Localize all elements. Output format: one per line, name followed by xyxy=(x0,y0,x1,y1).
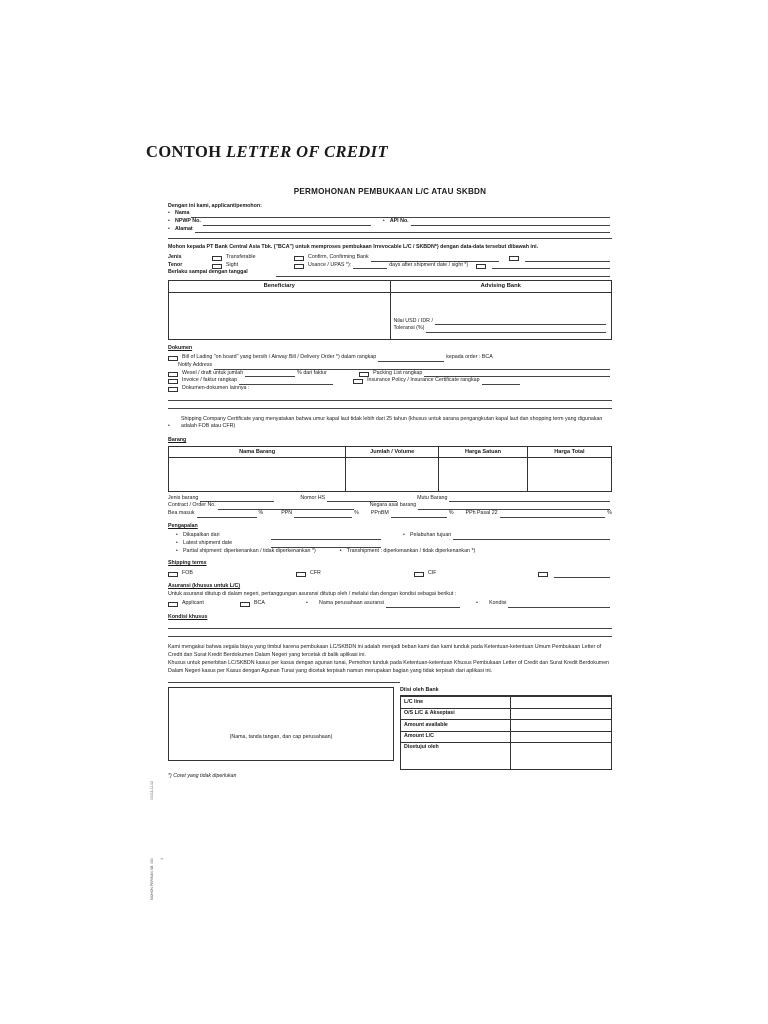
dokumen-section xyxy=(168,345,612,431)
row-contract-negara xyxy=(168,502,612,510)
row-dikapalkan xyxy=(168,532,612,540)
page-title-italic: LETTER OF CREDIT xyxy=(225,142,388,161)
table-row xyxy=(401,697,612,709)
checkbox-dokumen-lainnya[interactable] xyxy=(168,387,178,392)
dokumen-item-invoice xyxy=(168,377,612,385)
cell-harga-total[interactable] xyxy=(527,457,611,491)
pct-2: % xyxy=(354,510,359,516)
table-row xyxy=(401,731,612,743)
checkbox-confirm[interactable] xyxy=(294,256,304,261)
api-input[interactable] xyxy=(411,219,610,226)
nilai-input[interactable] xyxy=(435,318,606,325)
row-partial-transhipment xyxy=(168,548,612,556)
checkbox-packing-list[interactable] xyxy=(359,372,369,377)
beneficiary-table xyxy=(168,280,612,339)
row-label-os-lc: O/S L/C & Akseptasi xyxy=(401,708,511,720)
shipping-terms-label: Shipping terms xyxy=(168,560,207,567)
asuransi-section xyxy=(168,583,612,608)
form-title: PERMOHONAN PEMBUKAAN L/C ATAU SKBDN xyxy=(293,187,487,196)
nomor-hs-label: Nomor HS xyxy=(300,494,326,501)
usance-label: Usance / UPAS *): xyxy=(308,261,352,268)
checkbox-fob[interactable] xyxy=(168,572,178,577)
jenis-barang-input[interactable] xyxy=(200,495,274,502)
tenor-label: Tenor xyxy=(168,261,183,268)
contract-input[interactable] xyxy=(218,503,354,510)
bullet-icon xyxy=(403,532,410,540)
usance-tail: days after shipment date / sight *) xyxy=(389,261,469,268)
table-row xyxy=(401,720,612,732)
pct-1: % xyxy=(258,510,264,516)
row-value-disetujui[interactable] xyxy=(510,743,611,770)
ppnbm-input[interactable] xyxy=(391,511,447,518)
latest-shipment-input[interactable] xyxy=(271,541,381,548)
row-berlaku xyxy=(168,269,612,277)
field-nama xyxy=(168,210,612,218)
legal-paragraph-1: Kami mengakui bahwa segala biaya yang timbul karena pembukaan LC/SKBDN ini adalah menjadi beban kami dan kami tunduk pada Ketentuan-ketentuan Umum Pembukaan Letter of Credit dan Surat Kredit Berdokumen Dalam Negeri yang tercetak di balik aplikasi ini. xyxy=(168,644,602,659)
footer-boxes xyxy=(168,687,612,770)
request-section xyxy=(168,244,612,280)
checkbox-shipping-other[interactable] xyxy=(538,572,548,577)
row-label-disetujui: Disetujui oleh xyxy=(401,743,511,770)
alamat-label: Alamat xyxy=(175,225,193,232)
bullet-icon xyxy=(168,210,175,218)
barang-section-label: Barang xyxy=(168,436,187,443)
transferable-label: Transferable xyxy=(226,254,256,261)
bea-masuk-input[interactable] xyxy=(197,511,257,518)
pct-4: % xyxy=(607,510,612,516)
cell-jumlah-volume[interactable] xyxy=(346,457,439,491)
sight-label: Sight xyxy=(226,261,239,268)
bullet-icon xyxy=(176,532,183,540)
packing-input[interactable] xyxy=(424,370,610,377)
margin-text-stamp: MOHON PERIKAN SB. 080 xyxy=(150,858,154,900)
shipping-other-input[interactable] xyxy=(554,571,610,578)
dokumen-item-notify xyxy=(168,362,612,370)
bullet-icon xyxy=(176,548,183,556)
bl-tail: kepada order : BCA xyxy=(446,354,493,361)
row-jenis-hs-mutu xyxy=(168,495,612,503)
applicant-section xyxy=(168,203,612,240)
table-header-row xyxy=(169,446,612,457)
dokumen-item-bl xyxy=(168,354,612,362)
fob-label: FOB xyxy=(182,570,193,577)
table-row xyxy=(169,457,612,491)
pelabuhan-label: Pelabuhan tujuan xyxy=(410,532,452,539)
row-label-lc-line: L/C line xyxy=(401,697,511,709)
nama-input[interactable] xyxy=(191,211,610,218)
bullet-icon xyxy=(168,226,175,234)
mutu-barang-label: Mutu Barang xyxy=(417,494,448,501)
pph-input[interactable] xyxy=(500,511,606,518)
kondisi-khusus-line-1[interactable] xyxy=(168,628,612,629)
kondisi-khusus-line-2[interactable] xyxy=(168,636,612,637)
row-value-amount-lc[interactable] xyxy=(510,731,611,743)
page-title xyxy=(146,142,388,162)
bea-masuk-label: Bea masuk xyxy=(168,510,195,516)
pct-3: % xyxy=(448,510,454,516)
invoice-input[interactable] xyxy=(239,378,333,385)
nama-label: Nama xyxy=(175,210,190,217)
row-value-lc-line[interactable] xyxy=(510,697,611,709)
field-nilai xyxy=(394,318,609,326)
jenis-label: Jenis xyxy=(168,254,182,261)
lainnya-line-2[interactable] xyxy=(168,408,612,409)
transhipment-label[interactable]: Transhipment : diperkenankan / tidak diperkenankan *) xyxy=(346,547,476,554)
jenis-other-input[interactable] xyxy=(525,255,610,262)
negara-input[interactable] xyxy=(418,503,610,510)
beneficiary-header: Beneficiary xyxy=(169,281,391,292)
bullet-icon xyxy=(383,218,390,226)
nama-perusahaan-label: Nama perusahaan asuransi xyxy=(319,600,385,607)
toleransi-input[interactable] xyxy=(426,326,606,333)
checkbox-invoice[interactable] xyxy=(168,379,178,384)
kondisi-khusus-label: Kondisi khusus xyxy=(168,613,208,620)
checkbox-bill-of-lading[interactable] xyxy=(168,356,178,361)
dokumen-item-lainnya xyxy=(168,385,612,393)
bullet-icon xyxy=(340,548,347,556)
shipping-terms-section xyxy=(168,560,612,577)
cell-harga-satuan[interactable] xyxy=(439,457,528,491)
divider xyxy=(168,238,612,239)
cell-nama-barang[interactable] xyxy=(169,457,346,491)
kondisi-input[interactable] xyxy=(508,601,610,608)
bullet-icon xyxy=(168,423,175,431)
checkbox-wesel[interactable] xyxy=(168,372,178,377)
col-harga-total: Harga Total xyxy=(527,446,611,457)
api-label: API No. xyxy=(389,218,409,225)
shipping-terms-options xyxy=(168,570,612,578)
signature-caption: (Nama, tanda tangan, dan cap perusahaan) xyxy=(229,734,333,741)
pelabuhan-input[interactable] xyxy=(453,533,610,540)
advising-bank-cell[interactable] xyxy=(390,292,612,339)
kondisi-label: Kondisi xyxy=(489,600,507,607)
ppn-input[interactable] xyxy=(294,511,352,518)
wesel-label: Wesel / draft untuk jumlah xyxy=(182,369,244,376)
pph-label: PPh Pasal 22 xyxy=(465,510,498,516)
field-npwp-api xyxy=(168,218,612,226)
bl-rangkap-input[interactable] xyxy=(378,355,444,362)
col-nama-barang: Nama Barang xyxy=(169,446,346,457)
jenis-barang-label: Jenis barang xyxy=(168,494,199,501)
nama-perusahaan-input[interactable] xyxy=(386,601,460,608)
shipping-cert-note xyxy=(168,416,612,431)
dokumen-item-wesel xyxy=(168,370,612,378)
lainnya-line-1[interactable] xyxy=(168,400,612,401)
bank-use-table xyxy=(400,696,612,770)
asuransi-section-label: Asuransi (khusus untuk L/C) xyxy=(168,582,241,589)
row-label-amount-lc: Amount L/C xyxy=(401,731,511,743)
bank-use-box xyxy=(400,687,612,770)
partial-label[interactable]: Partial shipment: diperkenankan / tidak diperkenankan *) xyxy=(183,547,316,554)
applicant-intro: Dengan ini kami, applicant/pemohon: xyxy=(168,202,262,209)
row-pajak xyxy=(168,510,612,518)
dokumen-section-label: Dokumen xyxy=(168,344,193,351)
margin-code-stamp: 00013-11-02 xyxy=(150,781,154,800)
ppnbm-label: PPnBM xyxy=(370,510,389,516)
cif-label: CIF xyxy=(428,570,437,577)
table-header-row xyxy=(169,281,612,292)
signature-box[interactable] xyxy=(168,687,394,761)
asuransi-options xyxy=(168,600,612,608)
mutu-barang-input[interactable] xyxy=(449,495,610,502)
signature-rule xyxy=(168,682,400,683)
row-value-os-lc[interactable] xyxy=(510,708,611,720)
row-jenis xyxy=(168,254,612,262)
page-mark: 4 xyxy=(160,858,164,860)
page-title-prefix: CONTOH xyxy=(146,142,226,161)
dikapalkan-label: Dikapalkan dari xyxy=(183,532,220,539)
shipping-cert-text: Shipping Company Certificate yang menyatakan bahwa umur kapal laut tidak lebih dari 25 tahun (khusus untuk sarana pengangkutan kapal laut dan shopping term yang digunakan adalah FOB atau CFR) xyxy=(181,415,603,430)
usance-days-input[interactable] xyxy=(353,262,387,269)
bullet-icon xyxy=(306,600,313,608)
npwp-input[interactable] xyxy=(203,219,371,226)
confirm-label: Confirm, Confirming Bank xyxy=(308,254,369,261)
pengapalan-section xyxy=(168,523,612,556)
bullet-icon xyxy=(176,540,183,548)
checkbox-cfr[interactable] xyxy=(296,572,306,577)
field-alamat xyxy=(168,226,612,234)
insurance-label: Insurance Policy / Insurance Certificate rangkap xyxy=(367,377,480,384)
notify-input[interactable] xyxy=(214,363,610,370)
row-latest-shipment xyxy=(168,540,612,548)
negara-label: Negara asal barang xyxy=(369,502,417,509)
col-harga-satuan: Harga Satuan xyxy=(439,446,528,457)
checkbox-applicant[interactable] xyxy=(168,602,178,607)
confirming-bank-input[interactable] xyxy=(371,255,499,262)
ppn-label: PPN xyxy=(281,510,293,516)
tenor-other-input[interactable] xyxy=(492,262,610,269)
asuransi-intro: Untuk asuransi ditutup di dalam negeri, pertanggungan asuransi ditutup oleh / melalui dan dengan kondisi sebagai berikut : xyxy=(168,591,457,598)
checkbox-sight[interactable] xyxy=(212,264,222,269)
wesel-tail: % dari faktur xyxy=(297,369,327,376)
request-paragraph: Mohon kepada PT Bank Central Asia Tbk. ("BCA") untuk memproses pembukaan Irrevocable L/C / SKBDN*) dengan data-data tersebut dibawah ini. xyxy=(168,244,539,251)
table-row xyxy=(401,708,612,720)
insurance-input[interactable] xyxy=(482,378,520,385)
bank-box-header: Diisi oleh Bank xyxy=(400,687,612,696)
table-row xyxy=(401,743,612,770)
row-tenor xyxy=(168,262,612,270)
row-label-amount-available: Amount available xyxy=(401,720,511,732)
latest-shipment-label: Latest shipment date xyxy=(183,540,233,547)
legal-paragraph-2: Khusus untuk penerbitan LC/SKBDN kasus per kasus dengan agunan tunai, Pemohon tunduk pada Ketentuan-ketentuan Khusus Pembukaan Letter of Credit dan Surat Kredit Berdokumen Dalam Negeri kasus per Kasus dengan Agunan Tunai yang dicetak terpisah namun merupakan bagian yang tidak terpisah dari aplikasi ini. xyxy=(168,660,610,675)
checkbox-tenor-other[interactable] xyxy=(476,264,486,269)
bullet-icon xyxy=(476,600,483,608)
lainnya-label: Dokumen-dokumen lainnya : xyxy=(182,384,250,391)
npwp-label: NPWP No. xyxy=(175,218,201,225)
dikapalkan-input[interactable] xyxy=(271,533,381,540)
col-jumlah-volume: Jumlah / Volume xyxy=(346,446,439,457)
berlaku-label: Berlaku sampai dengan tanggal xyxy=(168,269,248,276)
advising-bank-header: Advising Bank xyxy=(390,281,612,292)
checkbox-cif[interactable] xyxy=(414,572,424,577)
cfr-label: CFR xyxy=(310,570,321,577)
table-body-row xyxy=(169,292,612,339)
lc-application-form xyxy=(168,186,612,781)
checkbox-transferable[interactable] xyxy=(212,256,222,261)
row-value-amount-available[interactable] xyxy=(510,720,611,732)
footnote: *) Coret yang tidak diperlukan xyxy=(168,773,237,780)
checkbox-bca[interactable] xyxy=(240,602,250,607)
nilai-label: Nilai USD / IDR / xyxy=(393,317,433,324)
alamat-input[interactable] xyxy=(195,226,610,233)
notify-label: Notify Address xyxy=(178,361,213,368)
applicant-label: Applicant xyxy=(182,600,204,607)
invoice-label: Invoice / faktur rangkap xyxy=(182,377,238,384)
checkbox-usance[interactable] xyxy=(294,264,304,269)
checkbox-insurance[interactable] xyxy=(353,379,363,384)
bl-label: Bill of Lading "on board" yang bersih / Airway Bill / Delivery Order *) dalam rangkap xyxy=(182,354,377,361)
contract-label: Contract / Order No. xyxy=(168,502,216,509)
beneficiary-cell[interactable] xyxy=(169,292,391,339)
pengapalan-section-label: Pengapalan xyxy=(168,522,198,529)
bullet-icon xyxy=(168,218,175,226)
bca-label: BCA xyxy=(254,600,265,607)
nomor-hs-input[interactable] xyxy=(327,495,397,502)
legal-section xyxy=(168,644,612,676)
field-toleransi xyxy=(394,325,609,333)
berlaku-input[interactable] xyxy=(276,270,610,277)
toleransi-label: Toleransi (%) xyxy=(393,325,425,332)
packing-label: Packing List rangkap xyxy=(373,369,423,376)
wesel-input[interactable] xyxy=(245,370,295,377)
barang-table xyxy=(168,446,612,492)
kondisi-khusus-section xyxy=(168,614,612,638)
checkbox-jenis-other[interactable] xyxy=(509,256,519,261)
barang-section xyxy=(168,437,612,518)
